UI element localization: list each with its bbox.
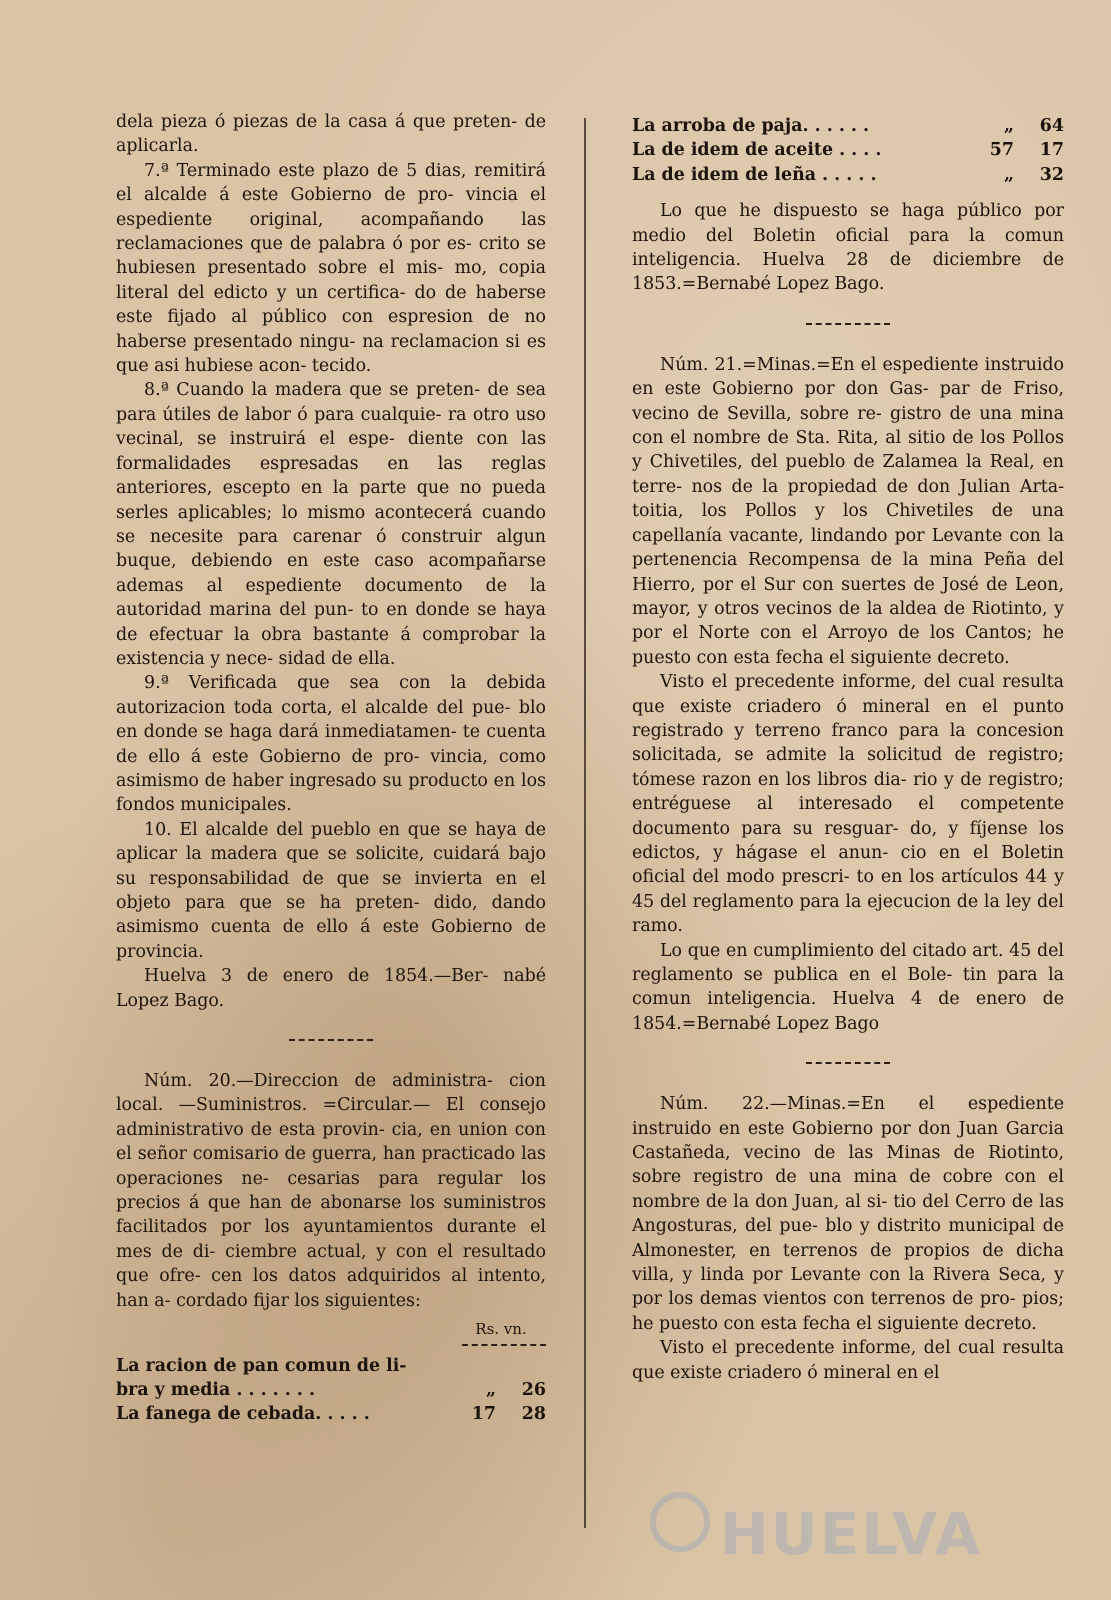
price-header: Rs. vn. xyxy=(475,1320,527,1339)
paragraph: Núm. 22.—Minas.=En el espediente instruido en este Gobierno por don Juan Garcia Castañeda, vecino de las Minas de Riotinto, sobre registro de una mina de cobre con el nombre de la don Juan, al si- tio del Cerro de las Angosturas, del pue- blo y distrito municipal de Almonester, en terrenos de propios de dicha villa, y linda por Levante con la Rivera Seca, y por los demas vientos con terrenos de pro- pios; he puesto con esta fecha el siguiente decreto. xyxy=(632,1094,1064,1334)
paragraph: 9.ª Verificada que sea con la debida autorizacion toda corta, el alcalde del pue- blo en donde se haga dará inmediatamen- te cuenta de ello á este Gobierno de pro- vincia, como asimismo de haber ingresado su producto en los fondos municipales. xyxy=(116,673,546,816)
section-separator xyxy=(806,323,890,325)
paragraph: Visto el precedente informe, del cual resulta que existe criadero ó mineral en el xyxy=(632,1338,1064,1383)
price-row: bra y media . . . . . . . „ 26 xyxy=(116,1379,546,1400)
right-column xyxy=(632,114,1064,1385)
watermark-logo-icon xyxy=(650,1492,710,1552)
price-row: La racion de pan comun de li- xyxy=(116,1355,407,1376)
price-row: La arroba de paja. . . . . . „ 64 xyxy=(632,116,1064,136)
section-separator xyxy=(289,1039,373,1041)
price-row: La de idem de aceite . . . . 57 17 xyxy=(632,140,1064,161)
paragraph: Lo que en cumplimiento del citado art. 45 del reglamento se publica en el Bole- tin para la comun inteligencia. Huelva 4 de enero de 1854.=Bernabé Lopez Bago xyxy=(632,940,1064,1034)
section-separator xyxy=(806,1062,890,1064)
paragraph: Núm. 21.=Minas.=En el espediente instruido en este Gobierno por don Gas- par de Friso, vecino de Sevilla, sobre re- gistro de una mina con el nombre de Sta. Rita, al sitio de los Pollos y Chivetiles, del pueblo de Zalamea la Real, en terre- nos de la propiedad de don Julian Arta- toitia, los Pollos y los Chivetiles de una capellanía vacante, lindando por Levante con la pertenencia Recompensa de la mina Peña del Hierro, por el Sur con suertes de José de Leon, mayor, y otros vecinos de la aldea de Riotinto, y por el Norte con el Arroyo de los Cantos; he puesto con esta fecha el siguiente decreto. xyxy=(632,354,1064,668)
paragraph: Visto el precedente informe, del cual resulta que existe criadero ó mineral en el punto registrado y terreno franco para la concesion solicitada, se admite la solicitud de registro; tómese razon en los libros dia- rio y de registro; entréguese al interesado el competente documento para su resguar- do, y fíjense los edictos, y hágase el anun- cio en el Boletin oficial del modo prescri- to en los artículos 44 y 45 del reglamento para la ejecucion de la ley del ramo. xyxy=(632,672,1064,937)
paragraph: 8.ª Cuando la madera que se preten- de sea para útiles de labor ó para cualquie- ra otro uso vecinal, se instruirá el espe- diente con las formalidades espresadas en las reglas anteriores, escepto en la parte que no pueda serles aplicables; lo mismo acontecerá cuando se necesite para carenar ó construir algun buque, debiendo en este caso acompañarse ademas al espediente documento de la autoridad marina del pun- to en donde se haya de efectuar la obra bastante á comprobar la existencia y nece- sidad de ella. xyxy=(116,380,546,669)
watermark: HUELVA xyxy=(720,1500,983,1568)
paragraph: 7.ª Terminado este plazo de 5 dias, remitirá el alcalde á este Gobierno de pro- vincia el espediente original, acompañando las reclamaciones que de palabra ó por es- crito se hubiesen presentado sobre el mis- mo, copia literal del edicto y un certifica- do de haberse este fijado al público con espresion de no haberse presentado ningu- na reclamacion si es que asi hubiese acon- tecido. xyxy=(116,160,546,377)
paragraph: dela pieza ó piezas de la casa á que preten- de aplicarla. xyxy=(116,112,546,157)
price-row: La fanega de cebada. . . . . 17 28 xyxy=(116,1404,546,1425)
price-header-rule xyxy=(462,1344,546,1346)
signature-line: Huelva 3 de enero de 1854.—Ber- nabé Lopez Bago. xyxy=(116,966,546,1011)
left-column xyxy=(116,110,546,1427)
paragraph: Lo que he dispuesto se haga público por medio del Boletin oficial para la comun inteligencia. Huelva 28 de diciembre de 1853.=Bernabé Lopez Bago. xyxy=(632,201,1064,295)
paragraph: Núm. 20.—Direccion de administra- cion local. —Suministros. =Circular.— El consejo administrativo de esta provin- cia, en union con el señor comisario de guerra, han practicado las operaciones ne- cesarias para regular los precios á que han de abonarse los suministros facilitados por los ayuntamientos durante el mes de di- ciembre actual, y con el resultado que ofre- cen los datos adquiridos al intento, han a- cordado fijar los siguientes: xyxy=(116,1071,546,1311)
price-row: La de idem de leña . . . . . „ 32 xyxy=(632,164,1064,185)
column-divider xyxy=(584,118,586,1528)
paragraph: 10. El alcalde del pueblo en que se haya de aplicar la madera que se solicite, cuidará bajo su responsabilidad de que se invierta en el objeto para que se ha preten- dido, dando asimismo cuenta de ello á este Gobierno de provincia. xyxy=(116,819,546,962)
